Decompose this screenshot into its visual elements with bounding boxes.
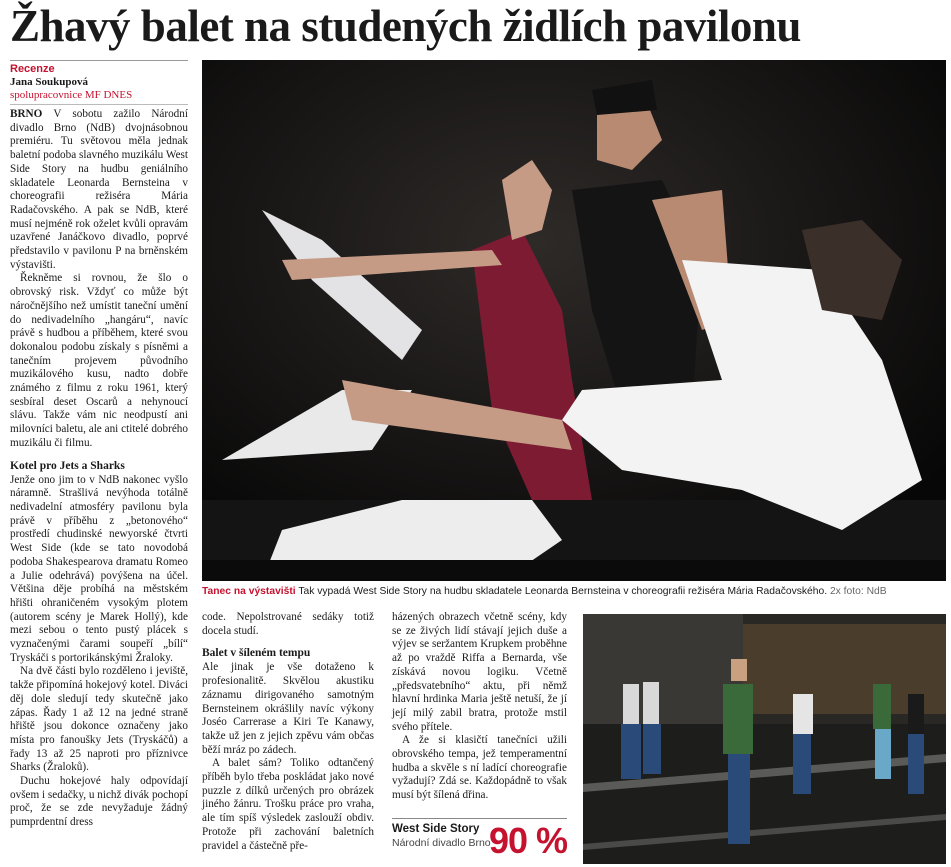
article-column-1 xyxy=(10,108,188,830)
rating-score: 90 % xyxy=(488,820,567,861)
rating-title: West Side Story xyxy=(392,823,480,835)
top-rule xyxy=(10,60,188,61)
author-name: Jana Soukupová xyxy=(10,76,88,88)
paragraph: Ale jinak je vše dotaženo k profesionalitě. Skvělou akustiku záznamu dirigovaného samotným Bernsteinem okrášlily navíc výkony Joséo Carrerase a Kiri Te Kanawy, takže už jen z jejich zpěvu vám občas běží mráz po zádech. xyxy=(202,661,374,756)
photo-caption xyxy=(202,585,946,599)
dateline: BRNO xyxy=(10,108,43,120)
byline-block xyxy=(10,63,188,102)
paragraph xyxy=(10,108,188,272)
article-column-3 xyxy=(392,611,567,803)
rating-subtitle: Národní divadlo Brno xyxy=(392,837,491,849)
article-column-2 xyxy=(202,611,374,853)
paragraph-text: V sobotu zažilo Národní divadlo Brno (NdB) dvojnásobnou premiéru. Tu světovou měla jednak baletní podoba slavného muzikálu West Side Story na hudbu geniálního skladatele Leonarda Bernsteina v choreografii režiséra Mária Radačovského. A pak se NdB, které musí nejméně rok oželet kvůli opravám uzavřené Janáčkovo divadlo, poprvé představilo v pavilonu P na brněnském výstavišti. xyxy=(10,108,188,271)
paragraph: Řekněme si rovnou, že šlo o obrovský risk. Vždyť co může být náročnějšího než umístit taneční umění do nedivadelního „hangáru“, navíc právě s hudbou a příběhem, které svou dokonalou podobu získaly s písněmi a tanečním projevem původního muzikálového kusu, nadto dobře známého z filmu z roku 1961, který sesbíral deset Oscarů a nehynoucí slávu. Takže vám nic neodpustí ani milovníci baletu, ale ani ctitelé dobrého muzikálu či filmu. xyxy=(10,272,188,449)
rating-box xyxy=(392,818,567,865)
author-role: spolupracovnice MF DNES xyxy=(10,89,133,101)
headline: Žhavý balet na studených židlích pavilonu xyxy=(10,1,801,51)
byline-rule xyxy=(10,104,188,105)
rubric-label: Recenze xyxy=(10,63,55,75)
paragraph: házených obrazech včetně scény, kdy se ze živých lidí stávají jejich duše a výjev se seržantem Krupkem proběhne až po vraždě Riffa a Bernarda, vše získává novou logiku. Včetně „předsvatebního“ aktu, při němž hlavní hrdinka Maria ještě netuší, že jí její milý zabil bratra, protože mstil svého přítele. xyxy=(392,611,567,733)
paragraph: A balet sám? Toliko odtančený příběh bylo třeba poskládat jako nové puzzle z dílků určených pro obrázek jiného žánru. Trošku práce pro vraha, ale tím spíš výsledek zaslouží obdiv. Protože při zachování baletních pravidel a částečně pře- xyxy=(202,757,374,852)
subheading: Balet v šíleném tempu xyxy=(202,647,311,660)
caption-text: Tak vypadá West Side Story na hudbu skladatele Leonarda Bernsteina v choreografii režiséra Mária Radačovského. xyxy=(298,586,828,597)
secondary-photo xyxy=(583,614,946,864)
paragraph: code. Nepolstrované sedáky totiž docela studí. xyxy=(202,611,374,637)
paragraph: Na dvě části bylo rozděleno i jeviště, takže připomíná hokejový kotel. Diváci děj dole sledují tedy skutečně jako zápas. Řady 1 až 12 na jedné straně hřiště jsou dokonce označeny jako místa pro fanoušky Jets (Tryskáčů) a řady 13 až 25 naproti pro příznivce Sharks (Žraloků). xyxy=(10,665,188,774)
photo-credit: 2x foto: NdB xyxy=(829,586,887,597)
paragraph: Jenže ono jim to v NdB nakonec vyšlo náramně. Strašlivá nevýhoda totálně nedivadelní atmosféry pavilonu byla právě v příběhu z „betonového“ prostředí chudinské newyorské čtvrti West Side (kde se tato novodobá podoba Shakespearova dramatu Romeo a Julie odehrává) povýšena na účel. Většina děje probíhá na městském hřišti ohraničeném vysokým plotem (autorem scény je Marek Hollý), kde mezi sebou o tento pustý plácek s vyznačenými čarami soupeří „bílí“ Tryskáči s portorikánskými Žraloky. xyxy=(10,473,188,664)
main-photo xyxy=(202,60,946,581)
paragraph: A že si klasičtí tanečníci užili obrovského tempa, jež temperamentní hudba a skvěle s ní ladící choreografie vyžadují? Zdá se. Každopádně to však musí být šílená dřina. xyxy=(392,734,567,802)
caption-lead: Tanec na výstavišti xyxy=(202,586,296,597)
paragraph: Duchu hokejové haly odpovídají ovšem i sedačky, u nichž divák pochopí proč, že se zde nevyžaduje žádný pumprdentní dress xyxy=(10,775,188,829)
subheading: Kotel pro Jets a Sharks xyxy=(10,459,125,472)
